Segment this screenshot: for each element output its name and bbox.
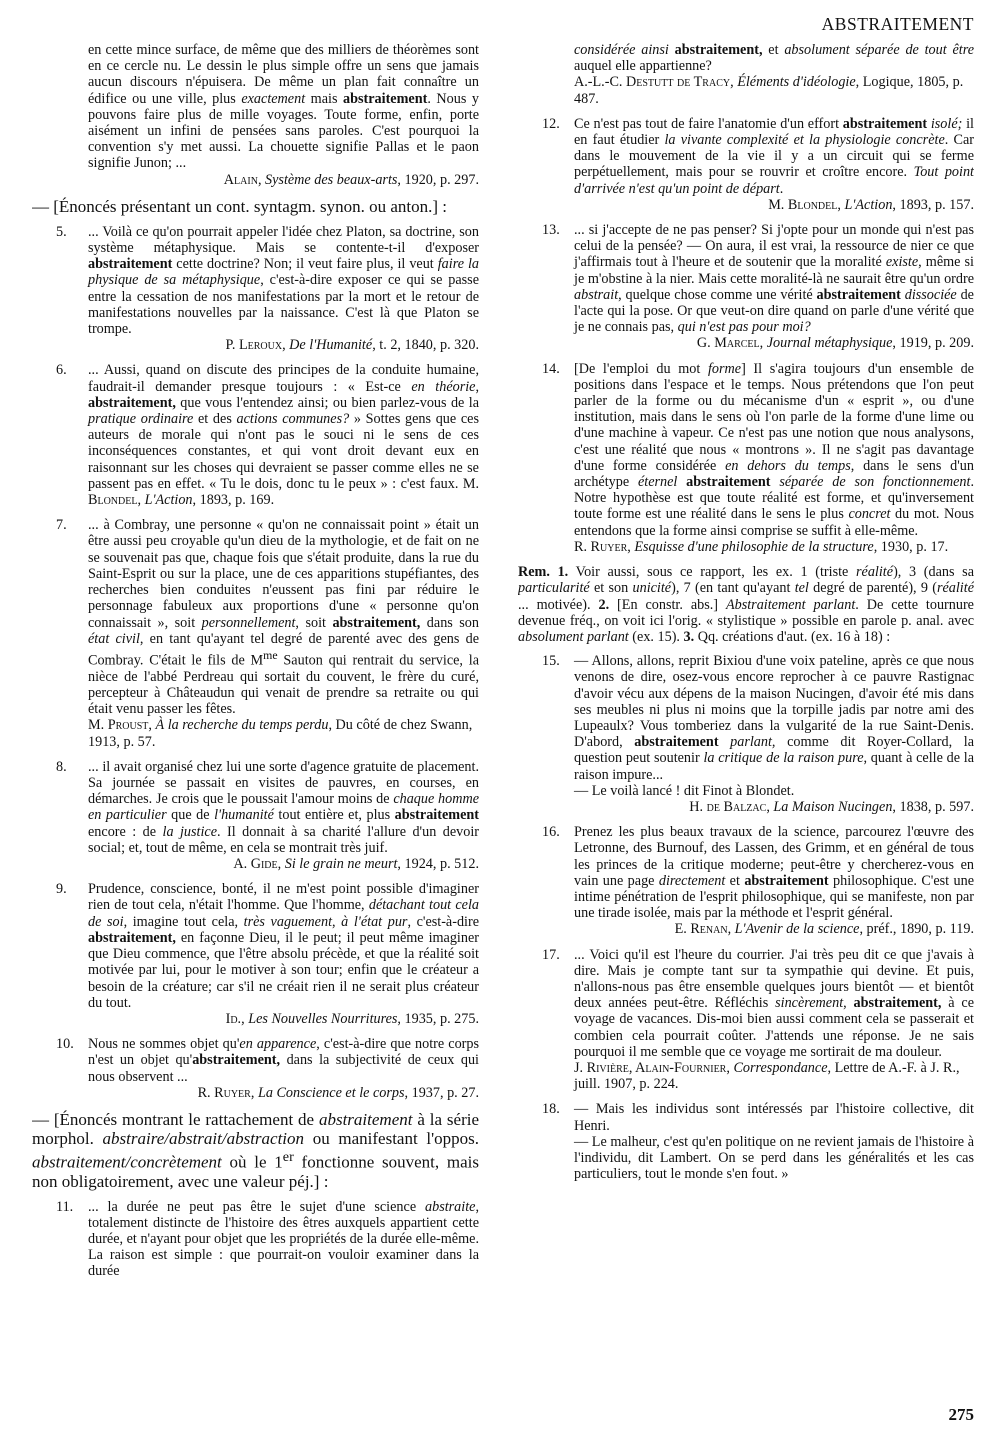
example-7: 7. ... à Combray, une personne « qu'on ne connaissait point » était un être aussi peu croyable qu'un dieu de la mythologie, et de fait on ne se souvenait pas que, chaque fois que s'était produite, dans la rue du Saint-Esprit ou sur la place, une de ces apparitions stupéfiantes, des recherches bien conduites n'eussent pas fini par réduire le personnage fabuleux aux proportions d'une « personne qu'on connaissait », soit personnellement, soit abstraitement, dans son état civil, en tant qu'ayant tel degré de parenté avec des gens de Combray. C'était le fils de $M^{me}$ Sauton qui rentrait du service, la nièce de l'abbé Perdreau qui sortait du couvent, le frère du curé, percepteur à Châteaudun qui venait de prendre sa retraite ou qui était venu passer les fêtes. M. Proust, À la recherche du temps perdu, Du côté de chez Swann, 1913, p. 57. — [56, 517, 479, 750]
example-15: 15. — Allons, allons, reprit Bixiou d'une voix pateline, après ce que nous venons de dire, osez-vous encore reprocher à ce pauvre Rastignac d'avoir vécu aux dépens de la maison Nucingen, d'avoir été mis dans ses meubles ni plus ni moins que la torpille jadis par notre ami des Lupeaulx? Vous tomberiez dans la vulgarité de la rue Saint-Denis. D'abord, abstraitement parlant, comme dit Royer-Collard, la question peut soutenir la critique de la raison pure, quant à celle de la raison impure... — Le voilà lancé ! dit Finot à Blondet. H. de Balzac, La Maison Nucingen, 1838, p. 597. — [542, 653, 974, 815]
example-13: 13. ... si j'accepte de ne pas penser? Si j'opte pour un monde qui n'est pas celui de la pensée? — On aura, il est vrai, la ressource de nier ce que j'affirmais tout à l'heure et de soutenir que la moralité existe, même si je m'obstine à la nier. Mais cette moralité-là ne saurait être qu'un ordre abstrait, quelque chose comme une vérité abstraitement dissociée de l'acte qui la pose. Or que veut-on dire quand on parle d'une vérité que je ne connais pas, qui n'est pas pour moi? G. Marcel, Journal métaphysique, 1919, p. 209. — [542, 222, 974, 352]
page-number: 275 — [948, 1405, 974, 1424]
example-6: 6. ... Aussi, quand on discute des principes de la conduite humaine, faudrait-il demander presque toujours : « Est-ce en théorie, abstraitement, que vous l'entendez ainsi; ou bien parlez-vous de la pratique ordinaire et des actions communes? » Sottes gens que ces auteurs de morale qui n'ont pas le souci ni le sens de ces inconséquences constantes, et qui vont droit devant eux en raisonnant sur les choses qui devraient se passer comme elles ne se passent pas en effet. « Tu le dois, donc tu le peux » : c'est faux. M. Blondel, L'Action, 1893, p. 169. — [56, 362, 479, 509]
dialogue-line: — Mais les individus sont intéressés par l'histoire collective, dit Henri. — [574, 1101, 974, 1134]
example-17: 17. ... Voici qu'il est l'heure du courrier. J'ai très peu dit ce que j'avais à dire. Mais je compte tant sur ta sympathie qui devine. Et puis, n'allons-nous pas être ensemble quelques jours bientôt — et bientôt deux années peut-être. Réfléchis sincèrement, abstraitement, à ce voyage de vacances. Dis-moi bien aussi comment cela se passerait et combien cela pourrait coûter. J'attends une réponse. Je ne sais pourquoi il me semble que ce voyage me sortirait de ma douleur. J. Rivière, Alain-Fournier, Correspondance, Lettre de A.-F. à J. R., juill. 1907, p. 224. — [542, 946, 974, 1093]
example-12: 12. Ce n'est pas tout de faire l'anatomie d'un effort abstraitement isolé; il en faut étudier la vivante complexité et la physiologie concrète. Car dans le mouvement de la vie il y a un circuit qui se ferme perpétuellement, mais pour se rouvrir et croître encore. Tout point d'arrivée n'est qu'un point de départ. M. Blondel, L'Action, 1893, p. 157. — [542, 115, 974, 213]
right-column — [518, 42, 974, 1382]
citation-source: Id., Les Nouvelles Nourritures, 1935, p. 275. — [225, 1010, 479, 1027]
example-11: 11. ... la durée ne peut pas être le sujet d'une science abstraite, totalement distincte de l'histoire des êtres auxquels appartient cette durée, et n'ayant pour objet que les propriétés de la durée elle-même. La raison est simple : que pourrait-on vouloir examiner dans la durée — [56, 1198, 479, 1280]
remark-block: Rem. 1. Voir aussi, sous ce rapport, les ex. 1 (triste réalité), 3 (dans sa particularité et son unicité), 7 (en tant qu'ayant tel degré de parenté), 9 (réalité ... motivée). 2. [En constr. abs.] Abstraitement parlant. De cette tournure devenue fréq., on voit ici l'orig. « stylistique » possible en parole p. anal. avec absolument parlant (ex. 15). 3. Qq. créations d'aut. (ex. 16 à 18) : — [518, 564, 974, 645]
citation-source: A. Gide, Si le grain ne meurt, 1924, p. 512. — [233, 856, 479, 873]
example-16: 16. Prenez les plus beaux travaux de la science, parcourez l'œuvre des Letronne, des Burnouf, des Lassen, des Grimm, et en général de tous les princes de la critique moderne; peut-être y chercherez-vous en vain une page directement et abstraitement philosophique. C'est une intime pénétration de l'esprit philosophique, qui se manifeste, non par une tirade isolée, mais par la méthode et l'esprit général. E. Renan, L'Avenir de la science, préf., 1890, p. 119. — [542, 824, 974, 938]
citation-source: M. Proust, À la recherche du temps perdu, Du côté de chez Swann, 1913, p. 57. — [88, 717, 473, 750]
example-5: 5. ... Voilà ce qu'on pourrait appeler l'idée chez Platon, sa doctrine, son système métaphysique. Mais se contente-t-il d'exposer abstraitement cette doctrine? Non; il veut faire plus, il veut faire la physique de sa métaphysique, c'est-à-dire exposer ce qui se passe entre la cessation de nos manifestations par la mort et le retour de manifestations nouvelles par la naissance. C'est là que Platon se trompe. P. Leroux, De l'Humanité, t. 2, 1840, p. 320. — [56, 223, 479, 354]
dialogue-line: — Le voilà lancé ! dit Finot à Blondet. — [574, 782, 795, 799]
citation-source: R. Ruyer, Esquisse d'une philosophie de la structure, 1930, p. 17. — [574, 538, 949, 555]
example-8: 8. ... il avait organisé chez lui une sorte d'agence gratuite de placement. Sa journée se passait en visites de pauvres, en courses, en démarches. Je crois que le poussait l'amour moins de chaque homme en particulier que de l'humanité tout entière et, plus abstraitement encore : de la justice. Il donnait à sa charité l'allure d'un devoir social; et, tout de même, en cela se montrait très juif. A. Gide, Si le grain ne meurt, 1924, p. 512. — [56, 758, 479, 873]
citation-source: P. Leroux, De l'Humanité, t. 2, 1840, p. 320. — [225, 337, 479, 354]
citation-source: Alain, Système des beaux-arts, 1920, p. 297. — [223, 171, 479, 188]
citation-source: M. Blondel, L'Action, 1893, p. 157. — [768, 196, 974, 213]
section-heading-morphology: — [Énoncés montrant le rattachement de abstraitement à la série morphol. abstraire/abstrait/abstraction ou manifestant l'oppos. abstraitement/concrètement où le 1er fonctionne souvent, mais non obligatoirement, avec une valeur péj.] : — [32, 1109, 479, 1191]
left-column — [32, 42, 479, 1412]
example-10: 10. Nous ne sommes objet qu'en apparence, c'est-à-dire que notre corps n'est un objet qu'abstraitement, dans la subjectivité de ceux qui nous observent ... R. Ruyer, La Conscience et le corps, 1937, p. 27. — [56, 1036, 479, 1101]
citation-source: E. Renan, L'Avenir de la science, préf., 1890, p. 119. — [674, 921, 974, 938]
example-11-continuation: considérée ainsi abstraitement, et absolument séparée de tout être auquel elle appartienne? A.-L.-C. Destutt de Tracy, Éléments d'idéologie, Logique, 1805, p. 487. — [574, 42, 974, 107]
example-14: 14. [De l'emploi du mot forme] Il s'agira toujours d'un ensemble de positions dans l'espace et le temps. Nous prétendons que l'on peut parler de la forme ou du mécanisme d'un « esprit », ou d'une institution, mais dans le sens où l'on parle de la forme d'une lime ou d'une machine à vapeur. Ce n'est pas une notion que nous analysons, c'est une réalité que nous « montrons ». Il ne s'agit pas davantage d'une forme considérée en dehors du temps, dans le sens d'un archétype éternel abstraitement séparée de son fonctionnement. Notre hypothèse est que toute réalité est forme, et qu'inversement toute forme est une réalité dans le sens le plus concret du mot. Nous entendons que la forme ainsi comprise se suffit à elle-même. R. Ruyer, Esquisse d'une philosophie de la structure, 1930, p. 17. — [542, 360, 974, 555]
citation-source: R. Ruyer, La Conscience et le corps, 1937, p. 27. — [197, 1084, 479, 1101]
citation-source: J. Rivière, Alain-Fournier, Correspondance, Lettre de A.-F. à J. R., juill. 1907, p. 224. — [574, 1059, 960, 1093]
citation-source: G. Marcel, Journal métaphysique, 1919, p. 209. — [696, 335, 974, 352]
example-4-continuation: en cette mince surface, de même que des milliers de théorèmes sont en ce cercle nu. Le dessin le plus simple offre un sens que jamais aucun discours n'épuisera. De même un plan fait connaître un édifice ou une ville, plus exactement mais abstraitement. Nous y pouvons faire plus de mille voyages. Toute forme, enfin, porte aisément un infini de pensées sans paroles. C'est pourquoi la convention s'y met aussi. La chouette signifie Pallas et le paon signifie Junon; ... Alain, Système des beaux-arts, 1920, p. 297. — [88, 42, 479, 188]
section-heading-syntagm: — [Énoncés présentant un cont. syntagm. synon. ou anton.] : — [32, 196, 448, 216]
example-18: 18. — Mais les individus sont intéressés par l'histoire collective, dit Henri. — Le malheur, c'est qu'en politique on ne revient jamais de l'histoire à l'individu, dit Lambert. On se perd dans les généralités et les cas particuliers, tout le monde s'en fout. » — [542, 1101, 974, 1183]
citation-source: A.-L.-C. Destutt de Tracy, Éléments d'idéologie, Logique, 1805, p. 487. — [574, 74, 964, 107]
example-9: 9. Prudence, conscience, bonté, il ne m'est point possible d'imaginer rien de tout cela, n'était l'homme. Que l'homme, détachant tout cela de soi, imagine tout cela, très vaguement, à l'état pur, c'est-à-dire abstraitement, en façonne Dieu, il le peut; il peut même imaginer que Dieu commence, que l'être absolu précède, et que la réalité soit motivée par lui, pour le motiver à son tour; enfin que le créateur a besoin de la créature; car s'il ne créait rien il ne serait plus créateur du tout. Id., Les Nouvelles Nourritures, 1935, p. 275. — [56, 881, 479, 1027]
citation-source: H. de Balzac, La Maison Nucingen, 1838, p. 597. — [689, 798, 974, 815]
page-header-title: ABSTRAITEMENT — [821, 14, 974, 34]
dialogue-line: — Le malheur, c'est qu'en politique on ne revient jamais de l'histoire à l'individu, dit Lambert. On se perd dans les généralités et les cas particuliers, tout le monde s'en fout. » — [574, 1133, 974, 1183]
